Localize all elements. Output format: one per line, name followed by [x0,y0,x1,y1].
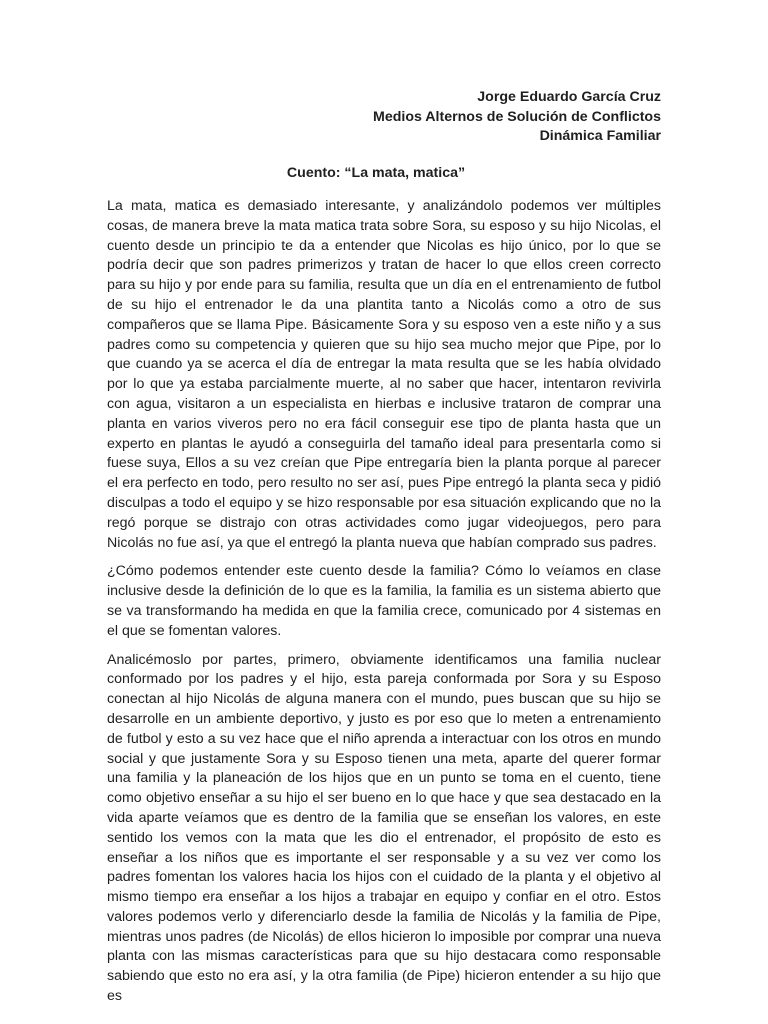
author-name: Jorge Eduardo García Cruz [477,89,661,105]
paragraph: Analicémoslo por partes, primero, obviamente identificamos una familia nuclear conformado por los padres y el hijo, esta pareja conformada por Sora y su Esposo conectan al hijo Nicolás de alguna manera con el mundo, pues buscan que su hijo se desarrolle en un ambiente deportivo, y justo es por eso que lo meten a entrenamiento de futbol y esto a su vez hace que el niño aprenda a interactuar con los otros en mundo social y que justamente Sora y su Esposo tienen una meta, aparte del querer formar una familia y la planeación de los hijos que en un punto se toma en el cuento, tiene como objetivo enseñar a su hijo el ser bueno en lo que hace y que sea destacado en la vida aparte veíamos que es dentro de la familia que se enseñan los valores, en este sentido los vemos con la mata que les dio el entrenador, el propósito de esto es enseñar a los niños que es importante el ser responsable y a su vez ver como los padres fomentan los valores hacia los hijos con el cuidado de la planta y el objetivo al mismo tiempo era enseñar a los hijos a trabajar en equipo y confiar en el otro. Estos valores podemos verlo y diferenciarlo desde la familia de Nicolás y la familia de Pipe, mientras unos padres (de Nicolás) de ellos hicieron lo imposible por comprar una nueva planta con las mismas características para que su hijo destacara como responsable sabiendo que esto no era así, y la otra familia (de Pipe) hicieron entender a su hijo que es [107,651,661,1005]
document-title: Cuento: “La mata, matica” [286,164,466,181]
document-body [107,197,661,1007]
document-header [107,88,661,147]
topic-name: Dinámica Familiar [539,128,661,144]
course-name: Medios Alternos de Solución de Conflictos [373,108,661,125]
paragraph: ¿Cómo podemos entender este cuento desde la familia? Cómo lo veíamos en clase inclusive desde la definición de lo que es la familia, la familia es un sistema abierto que se va transformando ha medida en que la familia crece, comunicado por 4 sistemas en el que se fomentan valores. [107,563,661,639]
paragraph: La mata, matica es demasiado interesante, y analizándolo podemos ver múltiples cosas, de manera breve la mata matica trata sobre Sora, su esposo y su hijo Nicolas, el cuento desde un principio te da a entender que Nicolas es hijo único, por lo que se podría decir que son padres primerizos y tratan de hacer lo que ellos creen correcto para su hijo y por ende para su familia, resulta que un día en el entrenamiento de futbol de su hijo el entrenador le da una plantita tanto a Nicolás como a otro de sus compañeros que se llama Pipe. Básicamente Sora y su esposo ven a este niño y a sus padres como su competencia y quieren que su hijo sea mucho mejor que Pipe, por lo que cuando ya se acerca el día de entregar la mata resulta que se les había olvidado por lo que ya estaba parcialmente muerte, al no saber que hacer, intentaron revivirla con agua, visitaron a un especialista en hierbas e inclusive trataron de comprar una planta en varios viveros pero no era fácil conseguir ese tipo de planta hasta que un experto en plantas le ayudó a conseguirla del tamaño ideal para presentarla como si fuese suya, Ellos a su vez creían que Pipe entregaría bien la planta porque al parecer el era perfecto en todo, pero resulto no ser así, pues Pipe entregó la planta seca y pidió disculpas a todo el equipo y se hizo responsable por esa situación explicando que no la regó porque se distrajo con otras actividades como jugar videojuegos, pero para Nicolás no fue así, ya que el entregó la planta nueva que habían comprado sus padres. [107,198,661,551]
